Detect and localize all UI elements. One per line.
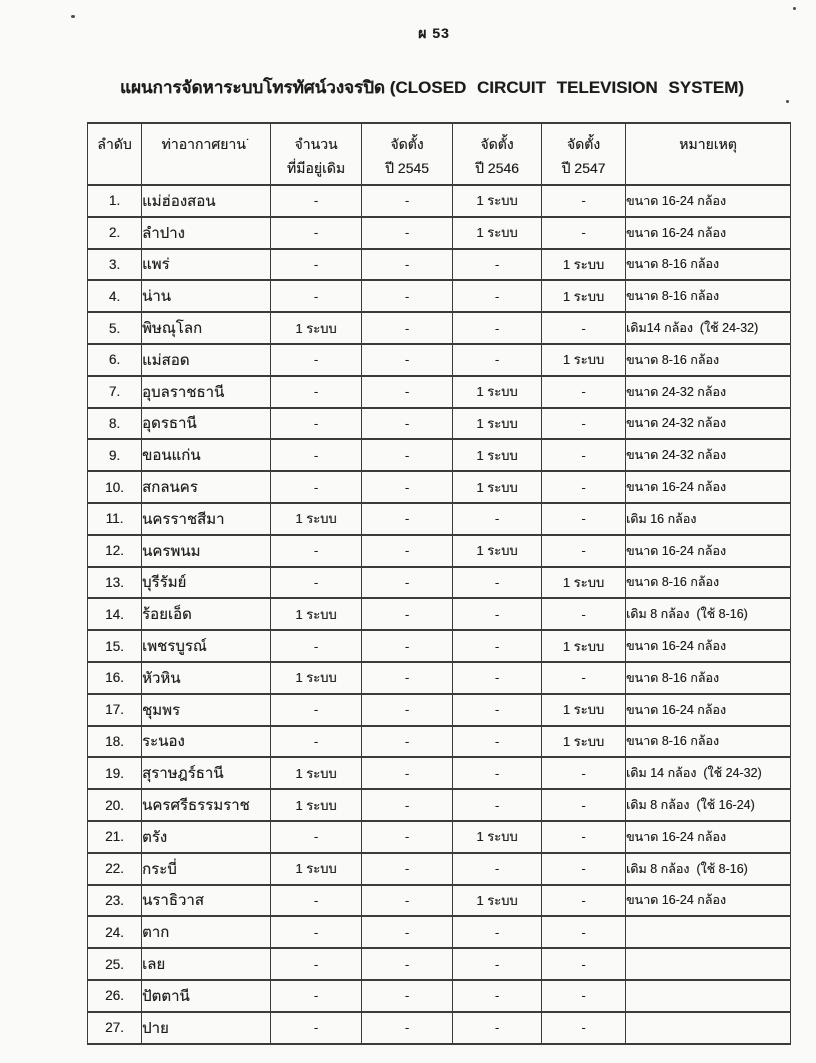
table-row (88, 439, 791, 471)
cell-year-2546: 1 ระบบ (453, 217, 542, 249)
cell-airport: สุราษฎร์ธานี (142, 757, 271, 789)
cell-year-2547: - (542, 471, 626, 503)
cell-remark: ขนาด 24-32 กล้อง (626, 408, 791, 440)
cell-airport: ตรัง (142, 821, 271, 853)
cell-year-2546: 1 ระบบ (453, 535, 542, 567)
cell-existing: - (271, 948, 362, 980)
table-row (88, 916, 791, 948)
cell-airport: ปัตตานี (142, 980, 271, 1012)
cell-year-2546: - (453, 280, 542, 312)
cell-year-2547: - (542, 503, 626, 535)
cell-remark: ขนาด 16-24 กล้อง (626, 535, 791, 567)
cell-year-2547: - (542, 439, 626, 471)
cell-year-2547: 1 ระบบ (542, 630, 626, 662)
cell-index: 6. (88, 344, 142, 376)
cell-remark: ขนาด 16-24 กล้อง (626, 630, 791, 662)
cell-year-2546: 1 ระบบ (453, 408, 542, 440)
cell-remark: ขนาด 8-16 กล้อง (626, 249, 791, 281)
cell-airport: กระบี่ (142, 853, 271, 885)
cell-airport: นราธิวาส (142, 885, 271, 917)
table-row (88, 630, 791, 662)
cell-remark: ขนาด 16-24 กล้อง (626, 185, 791, 217)
cell-year-2546: - (453, 853, 542, 885)
cell-year-2547: - (542, 821, 626, 853)
cell-remark: ขนาด 16-24 กล้อง (626, 821, 791, 853)
table-row (88, 980, 791, 1012)
table-row (88, 503, 791, 535)
table-row (88, 185, 791, 217)
cell-year-2546: - (453, 567, 542, 599)
cell-index: 3. (88, 249, 142, 281)
cell-existing: - (271, 980, 362, 1012)
cell-year-2545: - (362, 885, 453, 917)
cell-year-2546: - (453, 598, 542, 630)
cell-year-2546: - (453, 503, 542, 535)
cell-remark: ขนาด 24-32 กล้อง (626, 439, 791, 471)
scan-speck (71, 15, 75, 18)
cell-year-2546: - (453, 980, 542, 1012)
cell-year-2545: - (362, 567, 453, 599)
cell-index: 10. (88, 471, 142, 503)
cell-year-2545: - (362, 726, 453, 758)
cell-year-2547: - (542, 217, 626, 249)
cell-remark: ขนาด 8-16 กล้อง (626, 344, 791, 376)
table-row (88, 344, 791, 376)
cell-year-2547: - (542, 312, 626, 344)
cell-year-2546: 1 ระบบ (453, 471, 542, 503)
cell-remark: ขนาด 16-24 กล้อง (626, 217, 791, 249)
cell-year-2545: - (362, 598, 453, 630)
cell-index: 5. (88, 312, 142, 344)
cell-existing: 1 ระบบ (271, 662, 362, 694)
header-row (88, 123, 791, 185)
cell-year-2546: 1 ระบบ (453, 821, 542, 853)
cell-remark: เดิม 8 กล้อง (ใช้ 8-16) (626, 853, 791, 885)
cell-existing: - (271, 376, 362, 408)
table-row (88, 567, 791, 599)
cell-year-2545: - (362, 789, 453, 821)
cell-year-2545: - (362, 408, 453, 440)
cell-year-2545: - (362, 694, 453, 726)
cell-airport: ตาก (142, 916, 271, 948)
cell-year-2545: - (362, 439, 453, 471)
cell-index: 17. (88, 694, 142, 726)
cell-airport: พิษณุโลก (142, 312, 271, 344)
col-header-year-2547: จัดตั้ง ปี 2547 (542, 123, 626, 185)
table-row (88, 853, 791, 885)
cell-existing: - (271, 471, 362, 503)
cell-year-2547: 1 ระบบ (542, 280, 626, 312)
col-header-year-2546: จัดตั้ง ปี 2546 (453, 123, 542, 185)
cell-year-2546: - (453, 1012, 542, 1044)
cell-index: 12. (88, 535, 142, 567)
cell-existing: - (271, 885, 362, 917)
cell-remark (626, 1012, 791, 1044)
cell-remark: ขนาด 16-24 กล้อง (626, 471, 791, 503)
cell-airport: ปาย (142, 1012, 271, 1044)
cell-year-2545: - (362, 757, 453, 789)
cell-year-2546: 1 ระบบ (453, 885, 542, 917)
cell-airport: ร้อยเอ็ด (142, 598, 271, 630)
cell-existing: 1 ระบบ (271, 312, 362, 344)
document-title (24, 74, 816, 101)
title-english: (CLOSED CIRCUIT TELEVISION SYSTEM) (389, 78, 744, 97)
cell-year-2545: - (362, 280, 453, 312)
cell-remark: ขนาด 8-16 กล้อง (626, 567, 791, 599)
cell-index: 8. (88, 408, 142, 440)
cell-year-2547: - (542, 916, 626, 948)
cell-year-2545: - (362, 217, 453, 249)
cell-index: 26. (88, 980, 142, 1012)
cell-index: 1. (88, 185, 142, 217)
cell-year-2546: 1 ระบบ (453, 376, 542, 408)
cell-index: 18. (88, 726, 142, 758)
cell-airport: เพชรบูรณ์ (142, 630, 271, 662)
cell-year-2545: - (362, 503, 453, 535)
cell-existing: - (271, 344, 362, 376)
cell-year-2546: - (453, 630, 542, 662)
scan-speck (793, 7, 796, 10)
cell-remark (626, 980, 791, 1012)
table-row (88, 757, 791, 789)
cell-year-2545: - (362, 948, 453, 980)
cell-year-2546: 1 ระบบ (453, 185, 542, 217)
col-header-existing: จำนวน ที่มีอยู่เดิม (271, 123, 362, 185)
cell-year-2547: - (542, 885, 626, 917)
cell-year-2546: - (453, 916, 542, 948)
cell-existing: 1 ระบบ (271, 757, 362, 789)
table-row (88, 376, 791, 408)
cell-year-2546: - (453, 694, 542, 726)
cell-index: 19. (88, 757, 142, 789)
cell-year-2545: - (362, 344, 453, 376)
table-row (88, 1012, 791, 1044)
cell-year-2547: - (542, 598, 626, 630)
cell-index: 23. (88, 885, 142, 917)
cell-airport: นครราชสีมา (142, 503, 271, 535)
cell-year-2546: - (453, 249, 542, 281)
cell-index: 24. (88, 916, 142, 948)
cell-year-2545: - (362, 535, 453, 567)
col-header-year-2545: จัดตั้ง ปี 2545 (362, 123, 453, 185)
table-row (88, 789, 791, 821)
cell-year-2547: - (542, 376, 626, 408)
table-row (88, 885, 791, 917)
cell-index: 22. (88, 853, 142, 885)
cell-index: 16. (88, 662, 142, 694)
table-row (88, 662, 791, 694)
cell-year-2545: - (362, 821, 453, 853)
cell-airport: อุดรธานี (142, 408, 271, 440)
cell-airport: เลย (142, 948, 271, 980)
cell-airport: ชุมพร (142, 694, 271, 726)
cell-existing: 1 ระบบ (271, 853, 362, 885)
cell-existing: - (271, 630, 362, 662)
cell-year-2545: - (362, 916, 453, 948)
cell-year-2546: - (453, 726, 542, 758)
cell-year-2546: - (453, 662, 542, 694)
cell-airport: แพร่ (142, 249, 271, 281)
cell-year-2545: - (362, 376, 453, 408)
cell-year-2545: - (362, 662, 453, 694)
cell-year-2546: - (453, 757, 542, 789)
table-row (88, 598, 791, 630)
cell-existing: - (271, 916, 362, 948)
cell-year-2546: - (453, 344, 542, 376)
table-row (88, 726, 791, 758)
table-row (88, 948, 791, 980)
title-thai: แผนการจัดหาระบบโทรทัศน์วงจรปิด (120, 78, 385, 97)
cell-year-2545: - (362, 249, 453, 281)
cell-existing: - (271, 439, 362, 471)
cell-remark: ขนาด 8-16 กล้อง (626, 662, 791, 694)
cell-existing: - (271, 821, 362, 853)
cell-year-2547: - (542, 1012, 626, 1044)
cell-year-2547: - (542, 185, 626, 217)
cell-airport: ระนอง (142, 726, 271, 758)
cell-index: 27. (88, 1012, 142, 1044)
cell-year-2545: - (362, 1012, 453, 1044)
cell-remark: ขนาด 8-16 กล้อง (626, 280, 791, 312)
cell-year-2545: - (362, 185, 453, 217)
cell-existing: - (271, 1012, 362, 1044)
table-row (88, 280, 791, 312)
cell-airport: หัวหิน (142, 662, 271, 694)
cell-remark (626, 916, 791, 948)
cell-remark (626, 948, 791, 980)
cell-year-2547: - (542, 853, 626, 885)
cell-existing: - (271, 567, 362, 599)
cell-existing: - (271, 185, 362, 217)
cell-year-2547: 1 ระบบ (542, 249, 626, 281)
cell-index: 9. (88, 439, 142, 471)
cell-year-2546: - (453, 948, 542, 980)
cell-index: 25. (88, 948, 142, 980)
cell-year-2547: - (542, 789, 626, 821)
cell-remark: ขนาด 24-32 กล้อง (626, 376, 791, 408)
cell-index: 13. (88, 567, 142, 599)
cell-year-2545: - (362, 630, 453, 662)
table-row (88, 217, 791, 249)
cell-year-2545: - (362, 853, 453, 885)
cell-airport: บุรีรัมย์ (142, 567, 271, 599)
col-header-airport: ท่าอากาศยาน˙ (142, 123, 271, 185)
table-row (88, 249, 791, 281)
cell-airport: อุบลราชธานี (142, 376, 271, 408)
cell-index: 2. (88, 217, 142, 249)
cell-year-2547: - (542, 757, 626, 789)
cell-remark: เดิม 14 กล้อง (ใช้ 24-32) (626, 757, 791, 789)
cell-remark: ขนาด 16-24 กล้อง (626, 885, 791, 917)
cell-airport: ลำปาง (142, 217, 271, 249)
cell-year-2547: 1 ระบบ (542, 567, 626, 599)
cell-year-2545: - (362, 312, 453, 344)
cell-remark: ขนาด 8-16 กล้อง (626, 726, 791, 758)
cell-year-2547: - (542, 408, 626, 440)
table-row (88, 694, 791, 726)
cell-index: 11. (88, 503, 142, 535)
cell-remark: เดิม14 กล้อง (ใช้ 24-32) (626, 312, 791, 344)
cell-index: 14. (88, 598, 142, 630)
cell-index: 21. (88, 821, 142, 853)
table-row (88, 535, 791, 567)
cell-existing: 1 ระบบ (271, 789, 362, 821)
cell-year-2547: - (542, 948, 626, 980)
cell-airport: นครพนม (142, 535, 271, 567)
cell-airport: แม่ฮ่องสอน (142, 185, 271, 217)
table-row (88, 312, 791, 344)
cell-remark: ขนาด 16-24 กล้อง (626, 694, 791, 726)
cell-remark: เดิม 8 กล้อง (ใช้ 8-16) (626, 598, 791, 630)
cell-index: 4. (88, 280, 142, 312)
cell-airport: น่าน (142, 280, 271, 312)
cell-year-2547: - (542, 535, 626, 567)
cell-airport: แม่สอด (142, 344, 271, 376)
cell-year-2547: - (542, 662, 626, 694)
cell-remark: เดิม 8 กล้อง (ใช้ 16-24) (626, 789, 791, 821)
cell-existing: - (271, 726, 362, 758)
col-header-index: ลำดับ (88, 123, 142, 185)
cell-index: 7. (88, 376, 142, 408)
cell-existing: - (271, 694, 362, 726)
table-row (88, 408, 791, 440)
cctv-plan-table (87, 122, 791, 1045)
cell-year-2547: - (542, 980, 626, 1012)
cell-year-2546: - (453, 312, 542, 344)
cell-index: 20. (88, 789, 142, 821)
cell-year-2545: - (362, 471, 453, 503)
cell-year-2547: 1 ระบบ (542, 726, 626, 758)
cell-year-2546: - (453, 789, 542, 821)
col-header-remark: หมายเหตุ (626, 123, 791, 185)
cell-airport: ขอนแก่น (142, 439, 271, 471)
cell-airport: นครศรีธรรมราช (142, 789, 271, 821)
cell-year-2546: 1 ระบบ (453, 439, 542, 471)
cell-year-2547: 1 ระบบ (542, 694, 626, 726)
cell-existing: - (271, 535, 362, 567)
cell-existing: - (271, 217, 362, 249)
table-row (88, 821, 791, 853)
cell-index: 15. (88, 630, 142, 662)
page-number: ผ 53 (418, 25, 450, 41)
cell-existing: - (271, 280, 362, 312)
cell-existing: - (271, 408, 362, 440)
cell-airport: สกลนคร (142, 471, 271, 503)
cell-existing: - (271, 249, 362, 281)
cell-remark: เดิม 16 กล้อง (626, 503, 791, 535)
cell-year-2547: 1 ระบบ (542, 344, 626, 376)
table-row (88, 471, 791, 503)
cell-existing: 1 ระบบ (271, 598, 362, 630)
cell-year-2545: - (362, 980, 453, 1012)
cell-existing: 1 ระบบ (271, 503, 362, 535)
